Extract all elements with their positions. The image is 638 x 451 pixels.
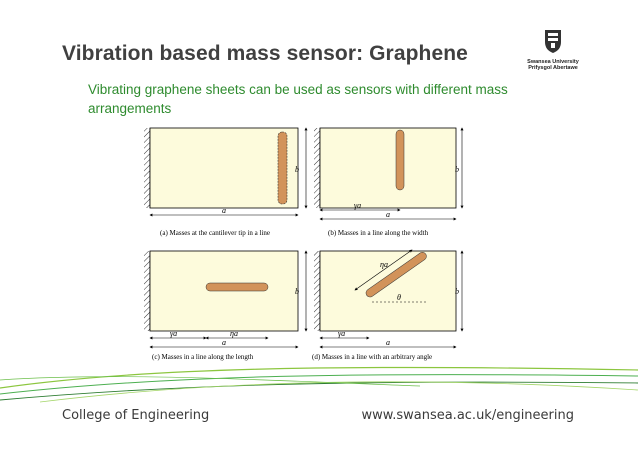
dim-a-label: a [386, 338, 390, 347]
crest-icon [543, 28, 563, 54]
dim-a-label: a [222, 206, 226, 215]
panel-c [144, 251, 306, 361]
logo-line-2: Prifysgol Abertawe [528, 65, 578, 71]
panel-caption: (b) Masses in a line along the width [328, 229, 429, 237]
dim-eta-label: ηa [380, 260, 388, 269]
panel-b [314, 128, 462, 237]
clamp-hatch [144, 128, 150, 208]
mass-line [206, 283, 268, 291]
dim-b-label: b [295, 287, 299, 296]
graphene-sheet [320, 251, 456, 331]
mass-line [278, 132, 287, 204]
decorative-swoosh [0, 350, 638, 405]
university-logo [518, 28, 588, 78]
panel-caption: (d) Masses in a line with an arbitrary angle [312, 353, 433, 361]
clamp-hatch [314, 251, 320, 331]
slide-title: Vibration based mass sensor: Graphene [62, 42, 468, 65]
footer-website-link[interactable]: www.swansea.ac.uk/engineering [361, 408, 574, 423]
dim-b-label: b [295, 165, 299, 174]
clamp-hatch [144, 251, 150, 331]
dim-a-label: a [386, 210, 390, 219]
dim-gamma-label: γa [338, 329, 346, 338]
panel-caption: (c) Masses in a line along the length [152, 353, 254, 361]
graphene-sheet [150, 128, 298, 208]
mass-line [396, 130, 404, 190]
graphene-sheet [320, 128, 456, 208]
logo-line-1: Swansea University [527, 59, 579, 65]
panel-d [312, 250, 462, 361]
dim-gamma1-label: γa [170, 329, 178, 338]
panel-caption: (a) Masses at the cantilever tip in a line [160, 229, 271, 237]
slide-subtitle: Vibrating graphene sheets can be used as sensors with different mass arrangements [88, 82, 508, 116]
footer-college-name: College of Engineering [62, 408, 210, 423]
panel-a [144, 128, 306, 237]
dim-b-label: b [455, 287, 459, 296]
dim-theta-label: θ [397, 293, 401, 302]
mass-arrangement-figure [140, 118, 470, 368]
dim-b-label: b [455, 165, 459, 174]
dim-gamma-label: γa [354, 201, 362, 210]
clamp-hatch [314, 128, 320, 208]
dim-gamma2-label: ηa [230, 329, 238, 338]
dim-a-label: a [222, 338, 226, 347]
